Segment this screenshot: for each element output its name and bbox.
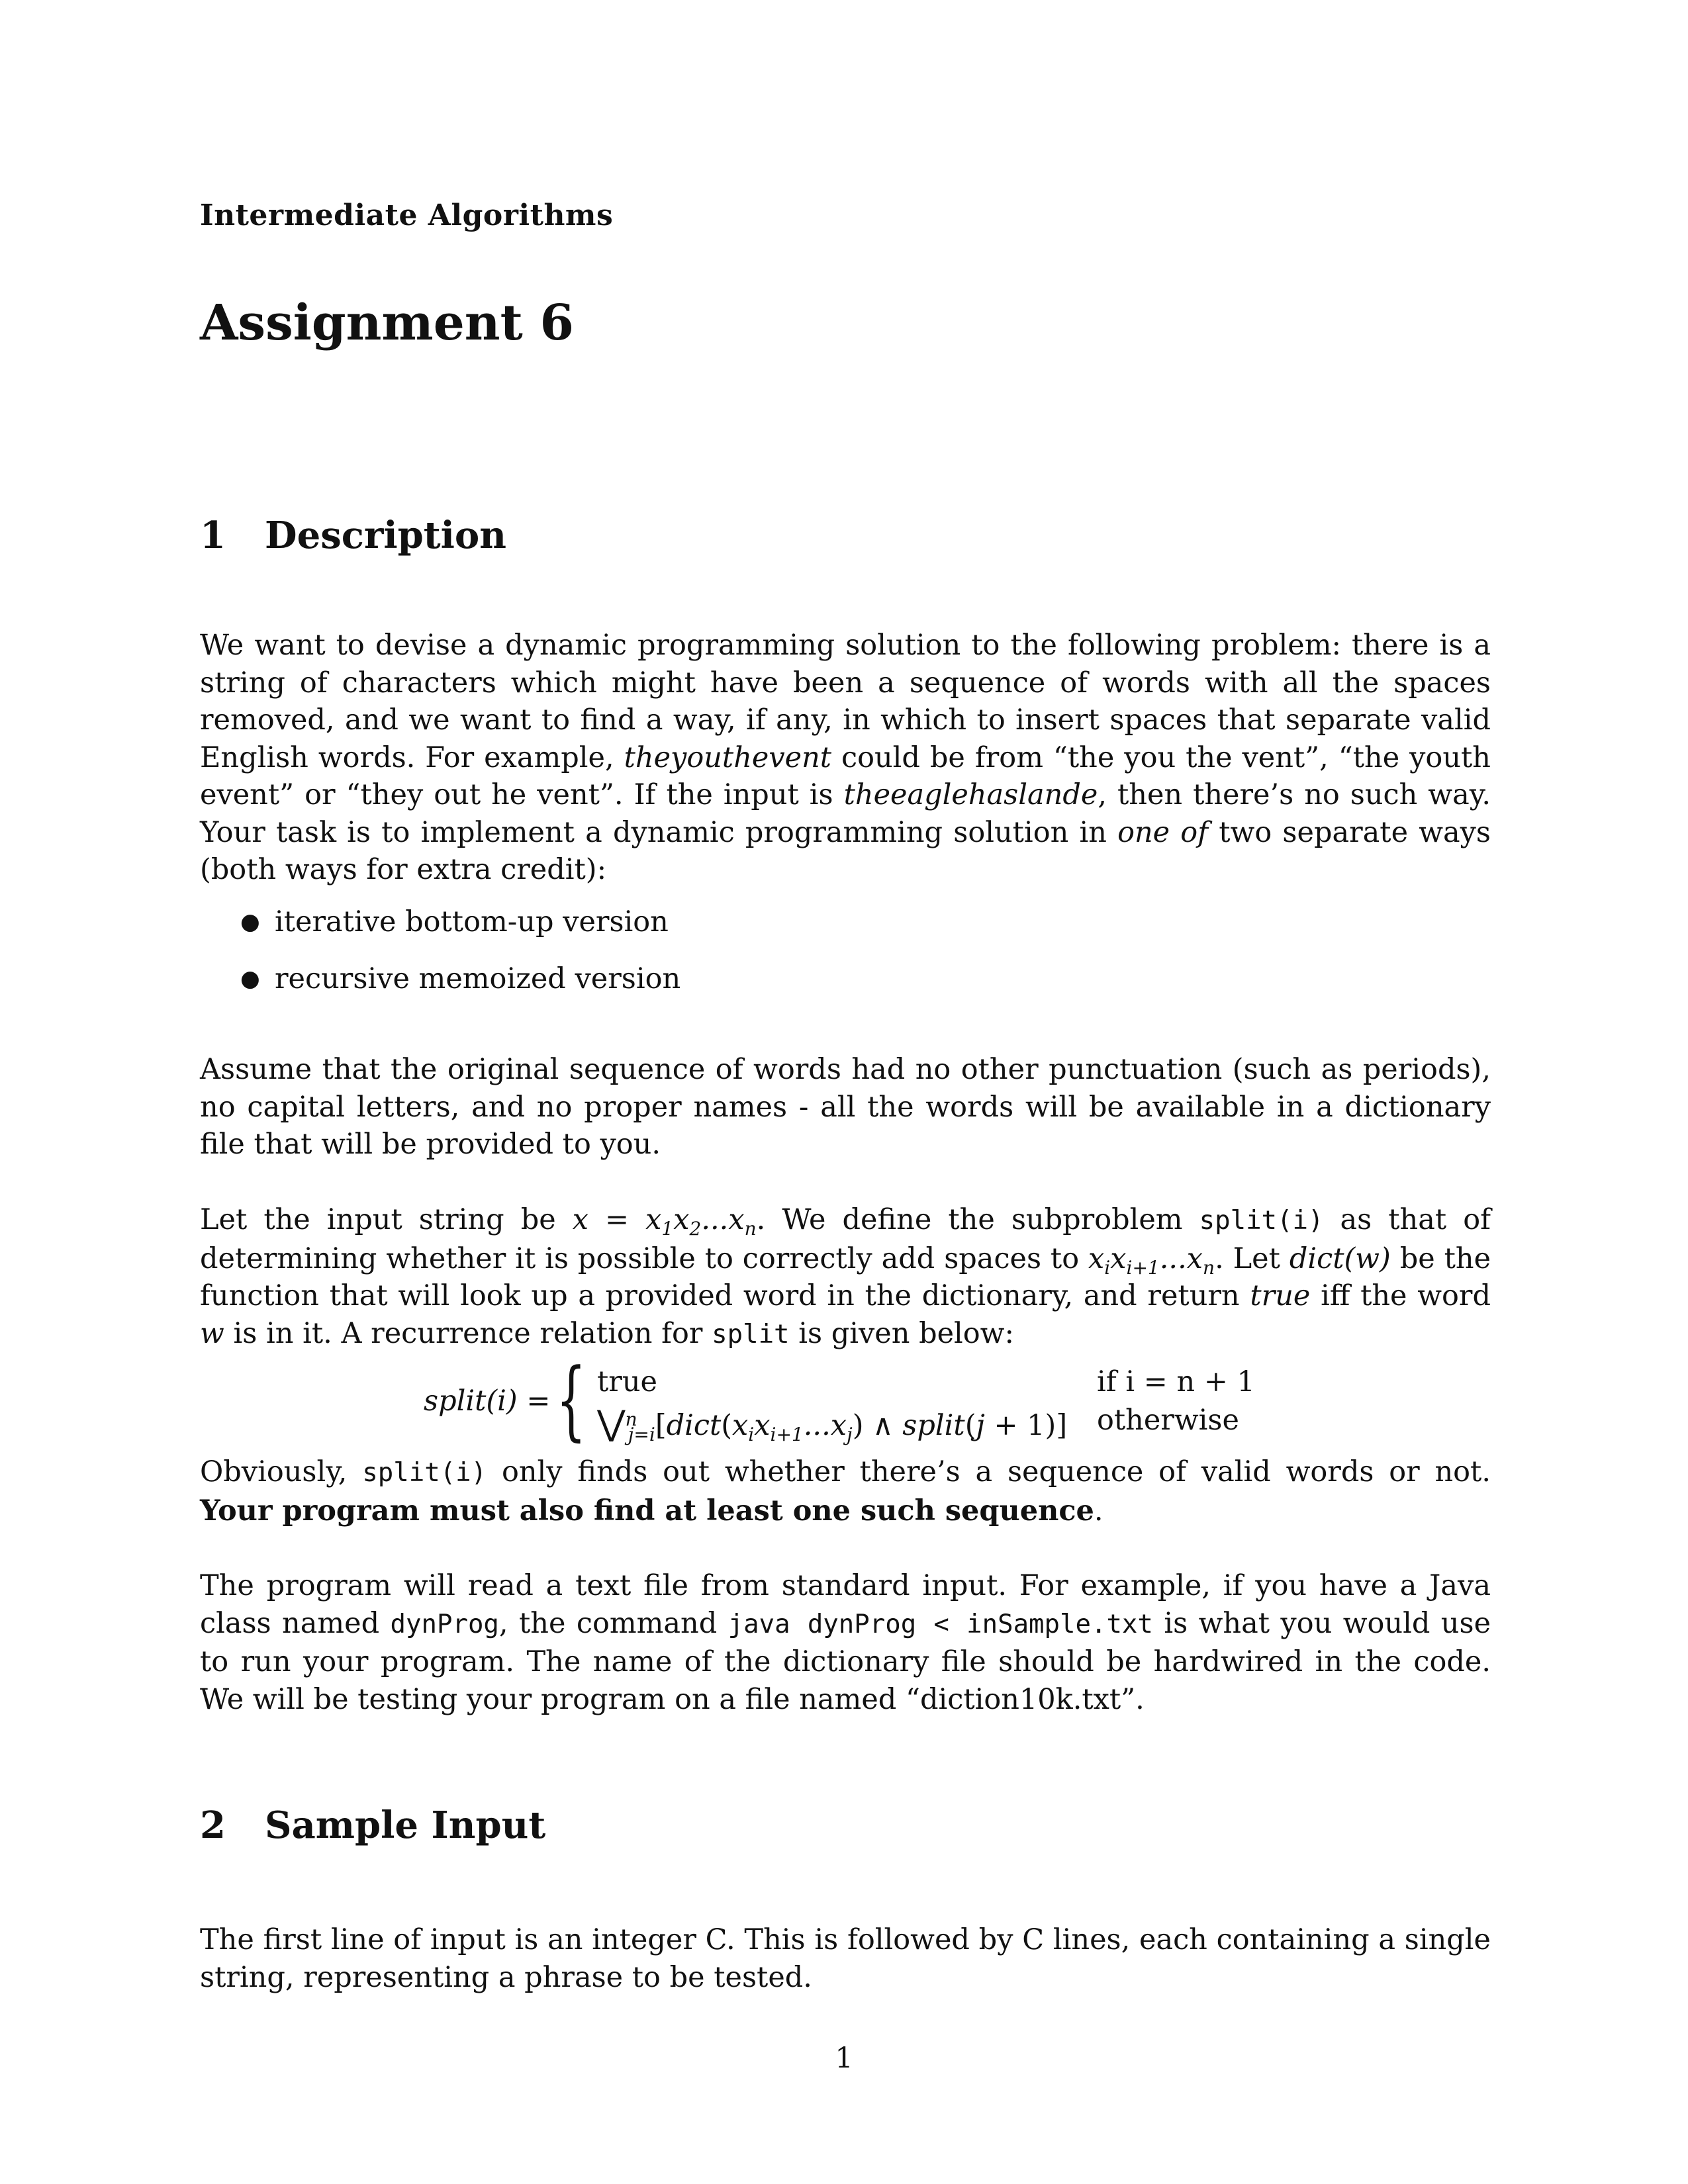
example-string-2: theeaglehaslande xyxy=(843,778,1098,811)
section-heading-description xyxy=(200,514,506,557)
section-heading-sample-input xyxy=(200,1803,545,1847)
case-2-condition: otherwise xyxy=(1097,1404,1239,1437)
section-number: 1 xyxy=(200,514,226,557)
section-number: 2 xyxy=(200,1803,226,1847)
case-1-value: true xyxy=(597,1365,657,1398)
description-paragraph-1: We want to devise a dynamic programming solution to the following problem: there is a string of characters which might have been a sequence of words with all the spaces removed, and we want to find a way, if any, in which to insert spaces that separate valid English words. For example, theyouthevent could be from “the you the vent”, “the youth event” or “they out he vent”. If the input is theeaglehaslande, then there’s no such way. Your task is to implement a dynamic programming solution in one of two separate ways (both ways for extra credit): xyxy=(200,629,1491,886)
list-item: ● iterative bottom-up version xyxy=(240,903,669,940)
section-title: Sample Input xyxy=(265,1803,546,1847)
description-paragraph-3: Let the input string be $x = x_1x_2...x_n$. We define the subproblem split(i) as that of determining whether it is possible to correctly add spaces to $x_ix_{i+1}...x_n$. Let dict(w) be the function that will look up a provided word in the dictionary, and return true iff the word w is in it. A recurrence relation for split is given below: xyxy=(200,1203,1491,1350)
list-item: ● recursive memoized version xyxy=(240,960,680,997)
description-paragraph-2: Assume that the original sequence of words had no other punctuation (such as periods), no capital letters, and no proper names - all the words will be available in a dictionary file that will be provided to you. xyxy=(200,1053,1491,1161)
page-number: 1 xyxy=(835,2042,853,2075)
assignment-title: Assignment 6 xyxy=(200,295,575,351)
case-2-value: $⋁^n_{j=i}[dict(x_ix_{i+1}...x_j)$ ∧ split(j + 1)] xyxy=(597,1404,1068,1445)
case-1-condition: if i = n + 1 xyxy=(1097,1365,1255,1398)
code-split: split xyxy=(712,1319,790,1349)
math-input-string: x xyxy=(572,1203,588,1236)
run-command: java dynProg < inSample.txt xyxy=(727,1609,1153,1639)
description-paragraph-4: Obviously, split(i) only finds out whether there’s a sequence of valid words or not. Your program must also find at least one such sequence. xyxy=(200,1455,1491,1527)
example-string-1: theyouthevent xyxy=(624,741,832,774)
code-split-i: split(i) xyxy=(1199,1206,1324,1236)
sample-input-paragraph: The first line of input is an integer C. This is followed by C lines, each containing a single string, representing a phrase to be tested. xyxy=(200,1923,1491,1994)
math-suffix: $x_ix_{i+1}...x_n$ xyxy=(1088,1242,1215,1279)
left-brace-icon: { xyxy=(556,1349,586,1450)
description-paragraph-5: The program will read a text file from standard input. For example, if you have a Java class named dynProg, the command java dynProg < inSample.txt is what you would use to run your program. The name of the dictionary file should be hardwired in the code. We will be testing your program on a file named “diction10k.txt”. xyxy=(200,1569,1491,1716)
requirement-bold: Your program must also find at least one such sequence xyxy=(200,1494,1094,1527)
equation-lhs: split(i) = xyxy=(424,1385,551,1418)
bullet-icon: ● xyxy=(240,909,260,935)
bullet-icon: ● xyxy=(240,966,260,992)
recurrence-equation xyxy=(424,1349,1284,1450)
section-title: Description xyxy=(265,514,506,557)
course-name: Intermediate Algorithms xyxy=(200,199,614,232)
